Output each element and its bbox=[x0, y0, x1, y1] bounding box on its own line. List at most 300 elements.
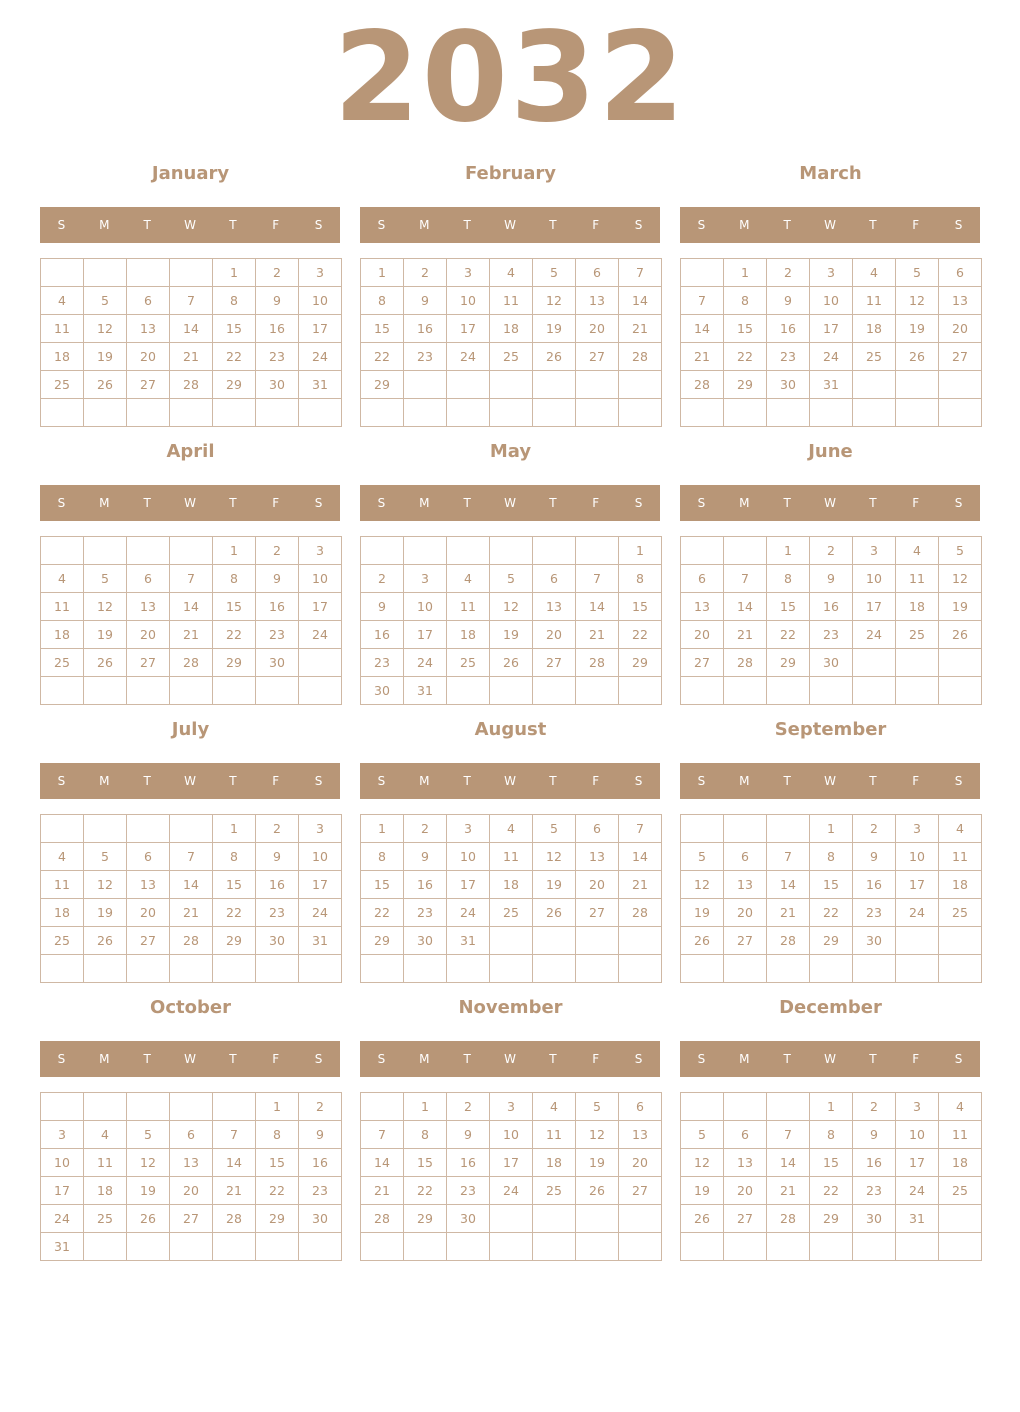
day-cell: 29 bbox=[404, 1205, 447, 1233]
weekday-label: T bbox=[143, 496, 151, 510]
weekday-label: W bbox=[824, 496, 836, 510]
day-cell: 1 bbox=[213, 537, 256, 565]
day-cell: 12 bbox=[939, 565, 982, 593]
day-cell: 19 bbox=[576, 1149, 619, 1177]
weekday-label: T bbox=[869, 1052, 877, 1066]
day-cell: 3 bbox=[299, 815, 342, 843]
day-cell bbox=[810, 1233, 853, 1261]
day-cell: 2 bbox=[810, 537, 853, 565]
week-row bbox=[681, 649, 982, 677]
day-cell: 7 bbox=[681, 287, 724, 315]
day-cell: 8 bbox=[619, 565, 662, 593]
weekday-label: T bbox=[783, 774, 791, 788]
day-cell: 20 bbox=[127, 343, 170, 371]
day-cell: 8 bbox=[213, 565, 256, 593]
day-cell: 3 bbox=[404, 565, 447, 593]
day-cell bbox=[404, 955, 447, 983]
day-cell: 23 bbox=[404, 343, 447, 371]
day-cell: 23 bbox=[256, 343, 299, 371]
day-cell bbox=[447, 537, 490, 565]
day-cell: 3 bbox=[896, 815, 939, 843]
day-cell bbox=[724, 399, 767, 427]
day-cell bbox=[724, 1233, 767, 1261]
day-cell: 13 bbox=[127, 871, 170, 899]
day-cell bbox=[533, 537, 576, 565]
day-cell: 12 bbox=[84, 871, 127, 899]
day-cell bbox=[896, 1233, 939, 1261]
day-cell bbox=[724, 955, 767, 983]
day-cell: 18 bbox=[939, 1149, 982, 1177]
day-cell: 12 bbox=[533, 287, 576, 315]
day-cell: 3 bbox=[41, 1121, 84, 1149]
weekday-label: T bbox=[549, 496, 557, 510]
day-cell bbox=[681, 677, 724, 705]
day-cell: 28 bbox=[619, 899, 662, 927]
day-cell bbox=[361, 1093, 404, 1121]
day-cell bbox=[256, 677, 299, 705]
month-title: March bbox=[799, 163, 862, 184]
day-cell: 26 bbox=[127, 1205, 170, 1233]
day-cell: 7 bbox=[767, 843, 810, 871]
weekday-label: T bbox=[549, 218, 557, 232]
day-cell: 3 bbox=[447, 259, 490, 287]
day-cell: 21 bbox=[361, 1177, 404, 1205]
day-cell: 25 bbox=[490, 899, 533, 927]
day-cell: 9 bbox=[404, 843, 447, 871]
weekday-label: S bbox=[57, 1052, 66, 1066]
day-cell bbox=[681, 399, 724, 427]
weekday-label: S bbox=[314, 1052, 323, 1066]
day-cell bbox=[853, 1233, 896, 1261]
day-cell: 23 bbox=[810, 621, 853, 649]
day-cell bbox=[361, 399, 404, 427]
day-cell: 5 bbox=[490, 565, 533, 593]
week-row bbox=[681, 1149, 982, 1177]
day-cell: 13 bbox=[619, 1121, 662, 1149]
weekday-header bbox=[680, 763, 980, 799]
day-cell bbox=[170, 955, 213, 983]
weekday-label: S bbox=[57, 218, 66, 232]
day-cell: 16 bbox=[447, 1149, 490, 1177]
weekday-label: T bbox=[783, 218, 791, 232]
day-cell: 4 bbox=[84, 1121, 127, 1149]
day-cell bbox=[84, 1233, 127, 1261]
day-cell bbox=[299, 677, 342, 705]
day-cell: 29 bbox=[361, 927, 404, 955]
day-cell bbox=[853, 399, 896, 427]
day-cell: 2 bbox=[256, 815, 299, 843]
day-cell: 1 bbox=[256, 1093, 299, 1121]
day-cell bbox=[84, 259, 127, 287]
day-cell: 30 bbox=[256, 649, 299, 677]
day-cell: 10 bbox=[490, 1121, 533, 1149]
weekday-label: M bbox=[99, 1052, 110, 1066]
day-cell bbox=[681, 815, 724, 843]
day-cell bbox=[361, 1233, 404, 1261]
day-cell: 17 bbox=[299, 593, 342, 621]
day-cell: 18 bbox=[84, 1177, 127, 1205]
day-cell: 7 bbox=[213, 1121, 256, 1149]
day-cell bbox=[299, 399, 342, 427]
day-cell: 8 bbox=[810, 1121, 853, 1149]
day-cell: 8 bbox=[724, 287, 767, 315]
day-cell: 6 bbox=[939, 259, 982, 287]
day-cell: 3 bbox=[447, 815, 490, 843]
week-row bbox=[41, 371, 342, 399]
day-cell: 24 bbox=[447, 899, 490, 927]
weekday-label: W bbox=[504, 496, 516, 510]
weekday-label: T bbox=[869, 496, 877, 510]
day-cell bbox=[404, 1233, 447, 1261]
day-cell: 27 bbox=[127, 927, 170, 955]
day-cell: 29 bbox=[619, 649, 662, 677]
day-cell bbox=[810, 677, 853, 705]
day-cell: 23 bbox=[767, 343, 810, 371]
day-cell: 28 bbox=[681, 371, 724, 399]
week-row bbox=[361, 371, 662, 399]
week-row bbox=[681, 677, 982, 705]
day-cell: 29 bbox=[810, 1205, 853, 1233]
day-cell: 15 bbox=[619, 593, 662, 621]
weekday-label: S bbox=[634, 496, 643, 510]
weekday-label: M bbox=[99, 496, 110, 510]
weekday-header bbox=[360, 1041, 660, 1077]
day-cell: 1 bbox=[810, 815, 853, 843]
day-cell bbox=[299, 955, 342, 983]
day-cell: 22 bbox=[213, 343, 256, 371]
day-cell: 30 bbox=[256, 371, 299, 399]
day-cell: 11 bbox=[447, 593, 490, 621]
day-cell bbox=[896, 371, 939, 399]
weekday-label: M bbox=[419, 774, 430, 788]
day-cell: 8 bbox=[767, 565, 810, 593]
day-cell: 22 bbox=[256, 1177, 299, 1205]
week-row bbox=[361, 565, 662, 593]
weekday-label: M bbox=[419, 496, 430, 510]
day-cell: 1 bbox=[810, 1093, 853, 1121]
day-cell: 2 bbox=[447, 1093, 490, 1121]
day-cell: 17 bbox=[490, 1149, 533, 1177]
month-title: January bbox=[151, 163, 230, 184]
weekday-label: W bbox=[824, 218, 836, 232]
day-cell: 26 bbox=[576, 1177, 619, 1205]
weekday-header bbox=[360, 763, 660, 799]
weekday-label: M bbox=[99, 218, 110, 232]
weekday-label: S bbox=[314, 496, 323, 510]
day-cell bbox=[939, 649, 982, 677]
weekday-label: T bbox=[463, 774, 471, 788]
day-cell: 3 bbox=[810, 259, 853, 287]
day-cell: 19 bbox=[533, 315, 576, 343]
day-cell bbox=[681, 955, 724, 983]
day-cell: 20 bbox=[127, 899, 170, 927]
day-cell bbox=[447, 1233, 490, 1261]
day-cell: 24 bbox=[41, 1205, 84, 1233]
day-cell: 19 bbox=[939, 593, 982, 621]
weekday-label: M bbox=[739, 218, 750, 232]
day-cell: 26 bbox=[939, 621, 982, 649]
day-cell: 24 bbox=[299, 621, 342, 649]
week-row bbox=[41, 1149, 342, 1177]
day-cell: 11 bbox=[84, 1149, 127, 1177]
day-cell: 12 bbox=[490, 593, 533, 621]
week-row bbox=[41, 259, 342, 287]
day-cell bbox=[299, 649, 342, 677]
day-cell: 3 bbox=[853, 537, 896, 565]
day-cell: 12 bbox=[576, 1121, 619, 1149]
day-cell: 20 bbox=[681, 621, 724, 649]
day-cell: 16 bbox=[256, 593, 299, 621]
weekday-label: S bbox=[954, 1052, 963, 1066]
day-cell: 17 bbox=[447, 315, 490, 343]
day-cell: 28 bbox=[170, 649, 213, 677]
week-row bbox=[681, 955, 982, 983]
week-row bbox=[41, 899, 342, 927]
day-cell: 28 bbox=[170, 927, 213, 955]
weekday-label: W bbox=[824, 1052, 836, 1066]
day-cell: 2 bbox=[404, 259, 447, 287]
day-cell: 5 bbox=[84, 843, 127, 871]
weekday-header bbox=[40, 1041, 340, 1077]
day-cell bbox=[490, 955, 533, 983]
weekday-label: T bbox=[143, 1052, 151, 1066]
month-title: February bbox=[464, 163, 557, 184]
day-cell: 10 bbox=[896, 843, 939, 871]
weekday-label: T bbox=[229, 1052, 237, 1066]
week-row bbox=[41, 1205, 342, 1233]
day-cell: 10 bbox=[853, 565, 896, 593]
week-row bbox=[41, 815, 342, 843]
day-cell: 25 bbox=[939, 1177, 982, 1205]
day-cell: 13 bbox=[576, 287, 619, 315]
day-cell bbox=[127, 1093, 170, 1121]
day-cell: 21 bbox=[213, 1177, 256, 1205]
day-cell: 1 bbox=[361, 259, 404, 287]
day-cell: 15 bbox=[810, 1149, 853, 1177]
week-row bbox=[361, 1121, 662, 1149]
day-cell bbox=[896, 927, 939, 955]
day-cell: 7 bbox=[619, 259, 662, 287]
day-cell: 29 bbox=[213, 927, 256, 955]
day-cell: 17 bbox=[299, 315, 342, 343]
day-cell: 26 bbox=[490, 649, 533, 677]
day-cell: 26 bbox=[84, 649, 127, 677]
day-cell: 26 bbox=[84, 927, 127, 955]
weekday-label: S bbox=[634, 1052, 643, 1066]
day-cell: 29 bbox=[810, 927, 853, 955]
day-cell bbox=[619, 955, 662, 983]
week-row bbox=[41, 287, 342, 315]
day-cell: 28 bbox=[213, 1205, 256, 1233]
week-row bbox=[681, 371, 982, 399]
day-cell: 30 bbox=[767, 371, 810, 399]
weekday-label: T bbox=[229, 496, 237, 510]
day-cell bbox=[619, 371, 662, 399]
day-cell: 18 bbox=[490, 871, 533, 899]
day-cell bbox=[490, 371, 533, 399]
day-cell: 18 bbox=[939, 871, 982, 899]
day-cell: 14 bbox=[170, 593, 213, 621]
day-cell bbox=[767, 955, 810, 983]
day-cell: 12 bbox=[84, 593, 127, 621]
weekday-label: W bbox=[504, 218, 516, 232]
weekday-label: W bbox=[184, 774, 196, 788]
day-cell: 14 bbox=[170, 315, 213, 343]
day-cell: 6 bbox=[127, 287, 170, 315]
week-row bbox=[361, 843, 662, 871]
day-cell bbox=[810, 399, 853, 427]
day-cell: 6 bbox=[127, 565, 170, 593]
day-cell: 11 bbox=[896, 565, 939, 593]
week-row bbox=[41, 1093, 342, 1121]
weekday-label: T bbox=[143, 774, 151, 788]
day-cell: 26 bbox=[533, 899, 576, 927]
day-cell: 5 bbox=[896, 259, 939, 287]
day-cell: 5 bbox=[84, 287, 127, 315]
day-grid bbox=[680, 536, 982, 705]
weekday-label: F bbox=[592, 218, 600, 232]
weekday-label: M bbox=[739, 496, 750, 510]
day-cell: 13 bbox=[681, 593, 724, 621]
week-row bbox=[681, 899, 982, 927]
day-cell: 17 bbox=[299, 871, 342, 899]
day-cell: 26 bbox=[84, 371, 127, 399]
day-cell: 7 bbox=[361, 1121, 404, 1149]
week-row bbox=[681, 927, 982, 955]
day-cell: 19 bbox=[84, 899, 127, 927]
weekday-label: F bbox=[592, 496, 600, 510]
day-cell bbox=[939, 1205, 982, 1233]
weekday-label: S bbox=[57, 774, 66, 788]
day-cell bbox=[853, 371, 896, 399]
day-cell: 19 bbox=[84, 343, 127, 371]
day-cell: 19 bbox=[681, 899, 724, 927]
day-cell: 14 bbox=[724, 593, 767, 621]
day-cell: 16 bbox=[299, 1149, 342, 1177]
week-row bbox=[361, 1149, 662, 1177]
day-cell: 16 bbox=[404, 871, 447, 899]
weekday-label: W bbox=[184, 218, 196, 232]
weekday-label: S bbox=[377, 1052, 386, 1066]
weekday-label: F bbox=[272, 1052, 280, 1066]
day-cell: 29 bbox=[213, 649, 256, 677]
day-cell: 2 bbox=[853, 1093, 896, 1121]
day-cell: 28 bbox=[170, 371, 213, 399]
day-cell: 30 bbox=[299, 1205, 342, 1233]
day-cell: 2 bbox=[256, 259, 299, 287]
weekday-label: S bbox=[634, 774, 643, 788]
month-title: April bbox=[166, 441, 215, 462]
month-title: July bbox=[171, 719, 210, 740]
day-cell: 4 bbox=[939, 815, 982, 843]
day-cell: 22 bbox=[404, 1177, 447, 1205]
day-cell bbox=[170, 259, 213, 287]
day-cell bbox=[681, 537, 724, 565]
day-cell: 11 bbox=[939, 843, 982, 871]
day-cell: 14 bbox=[170, 871, 213, 899]
day-cell bbox=[619, 1205, 662, 1233]
day-cell bbox=[767, 1093, 810, 1121]
week-row bbox=[361, 315, 662, 343]
day-cell: 10 bbox=[41, 1149, 84, 1177]
day-cell: 20 bbox=[533, 621, 576, 649]
weekday-label: S bbox=[377, 496, 386, 510]
day-cell: 3 bbox=[896, 1093, 939, 1121]
month-title: August bbox=[474, 719, 547, 740]
day-cell: 21 bbox=[767, 1177, 810, 1205]
day-cell: 6 bbox=[170, 1121, 213, 1149]
day-grid bbox=[360, 1092, 662, 1261]
day-cell: 4 bbox=[939, 1093, 982, 1121]
weekday-header bbox=[40, 763, 340, 799]
day-cell: 19 bbox=[84, 621, 127, 649]
day-cell: 12 bbox=[533, 843, 576, 871]
day-cell bbox=[41, 399, 84, 427]
day-cell bbox=[810, 955, 853, 983]
week-row bbox=[681, 621, 982, 649]
weekday-header bbox=[680, 1041, 980, 1077]
weekday-label: T bbox=[549, 774, 557, 788]
day-cell: 21 bbox=[681, 343, 724, 371]
weekday-label: M bbox=[419, 218, 430, 232]
day-cell: 31 bbox=[447, 927, 490, 955]
day-cell: 31 bbox=[299, 371, 342, 399]
month-title: May bbox=[489, 441, 532, 462]
day-cell: 19 bbox=[490, 621, 533, 649]
week-row bbox=[361, 593, 662, 621]
day-cell: 5 bbox=[939, 537, 982, 565]
day-cell: 4 bbox=[490, 815, 533, 843]
day-cell: 15 bbox=[767, 593, 810, 621]
day-cell: 22 bbox=[361, 343, 404, 371]
weekday-label: F bbox=[912, 774, 920, 788]
day-cell: 13 bbox=[533, 593, 576, 621]
day-cell: 9 bbox=[853, 843, 896, 871]
week-row bbox=[361, 399, 662, 427]
week-row bbox=[361, 1205, 662, 1233]
day-cell bbox=[533, 399, 576, 427]
day-cell: 23 bbox=[256, 621, 299, 649]
day-cell: 7 bbox=[767, 1121, 810, 1149]
day-cell: 22 bbox=[810, 899, 853, 927]
day-cell bbox=[767, 677, 810, 705]
day-cell bbox=[256, 1233, 299, 1261]
day-cell: 30 bbox=[256, 927, 299, 955]
day-cell bbox=[41, 815, 84, 843]
week-row bbox=[361, 621, 662, 649]
day-cell: 23 bbox=[447, 1177, 490, 1205]
day-cell bbox=[404, 399, 447, 427]
week-row bbox=[41, 871, 342, 899]
day-cell: 10 bbox=[810, 287, 853, 315]
weekday-label: T bbox=[463, 496, 471, 510]
day-cell: 14 bbox=[767, 1149, 810, 1177]
day-cell bbox=[576, 955, 619, 983]
day-cell: 29 bbox=[767, 649, 810, 677]
week-row bbox=[361, 955, 662, 983]
week-row bbox=[361, 927, 662, 955]
day-cell: 19 bbox=[533, 871, 576, 899]
day-cell bbox=[447, 955, 490, 983]
day-grid bbox=[40, 258, 342, 427]
weekday-label: W bbox=[504, 774, 516, 788]
day-cell bbox=[84, 815, 127, 843]
day-cell: 24 bbox=[810, 343, 853, 371]
day-cell: 5 bbox=[533, 815, 576, 843]
week-row bbox=[361, 287, 662, 315]
day-cell: 31 bbox=[299, 927, 342, 955]
day-cell: 12 bbox=[84, 315, 127, 343]
